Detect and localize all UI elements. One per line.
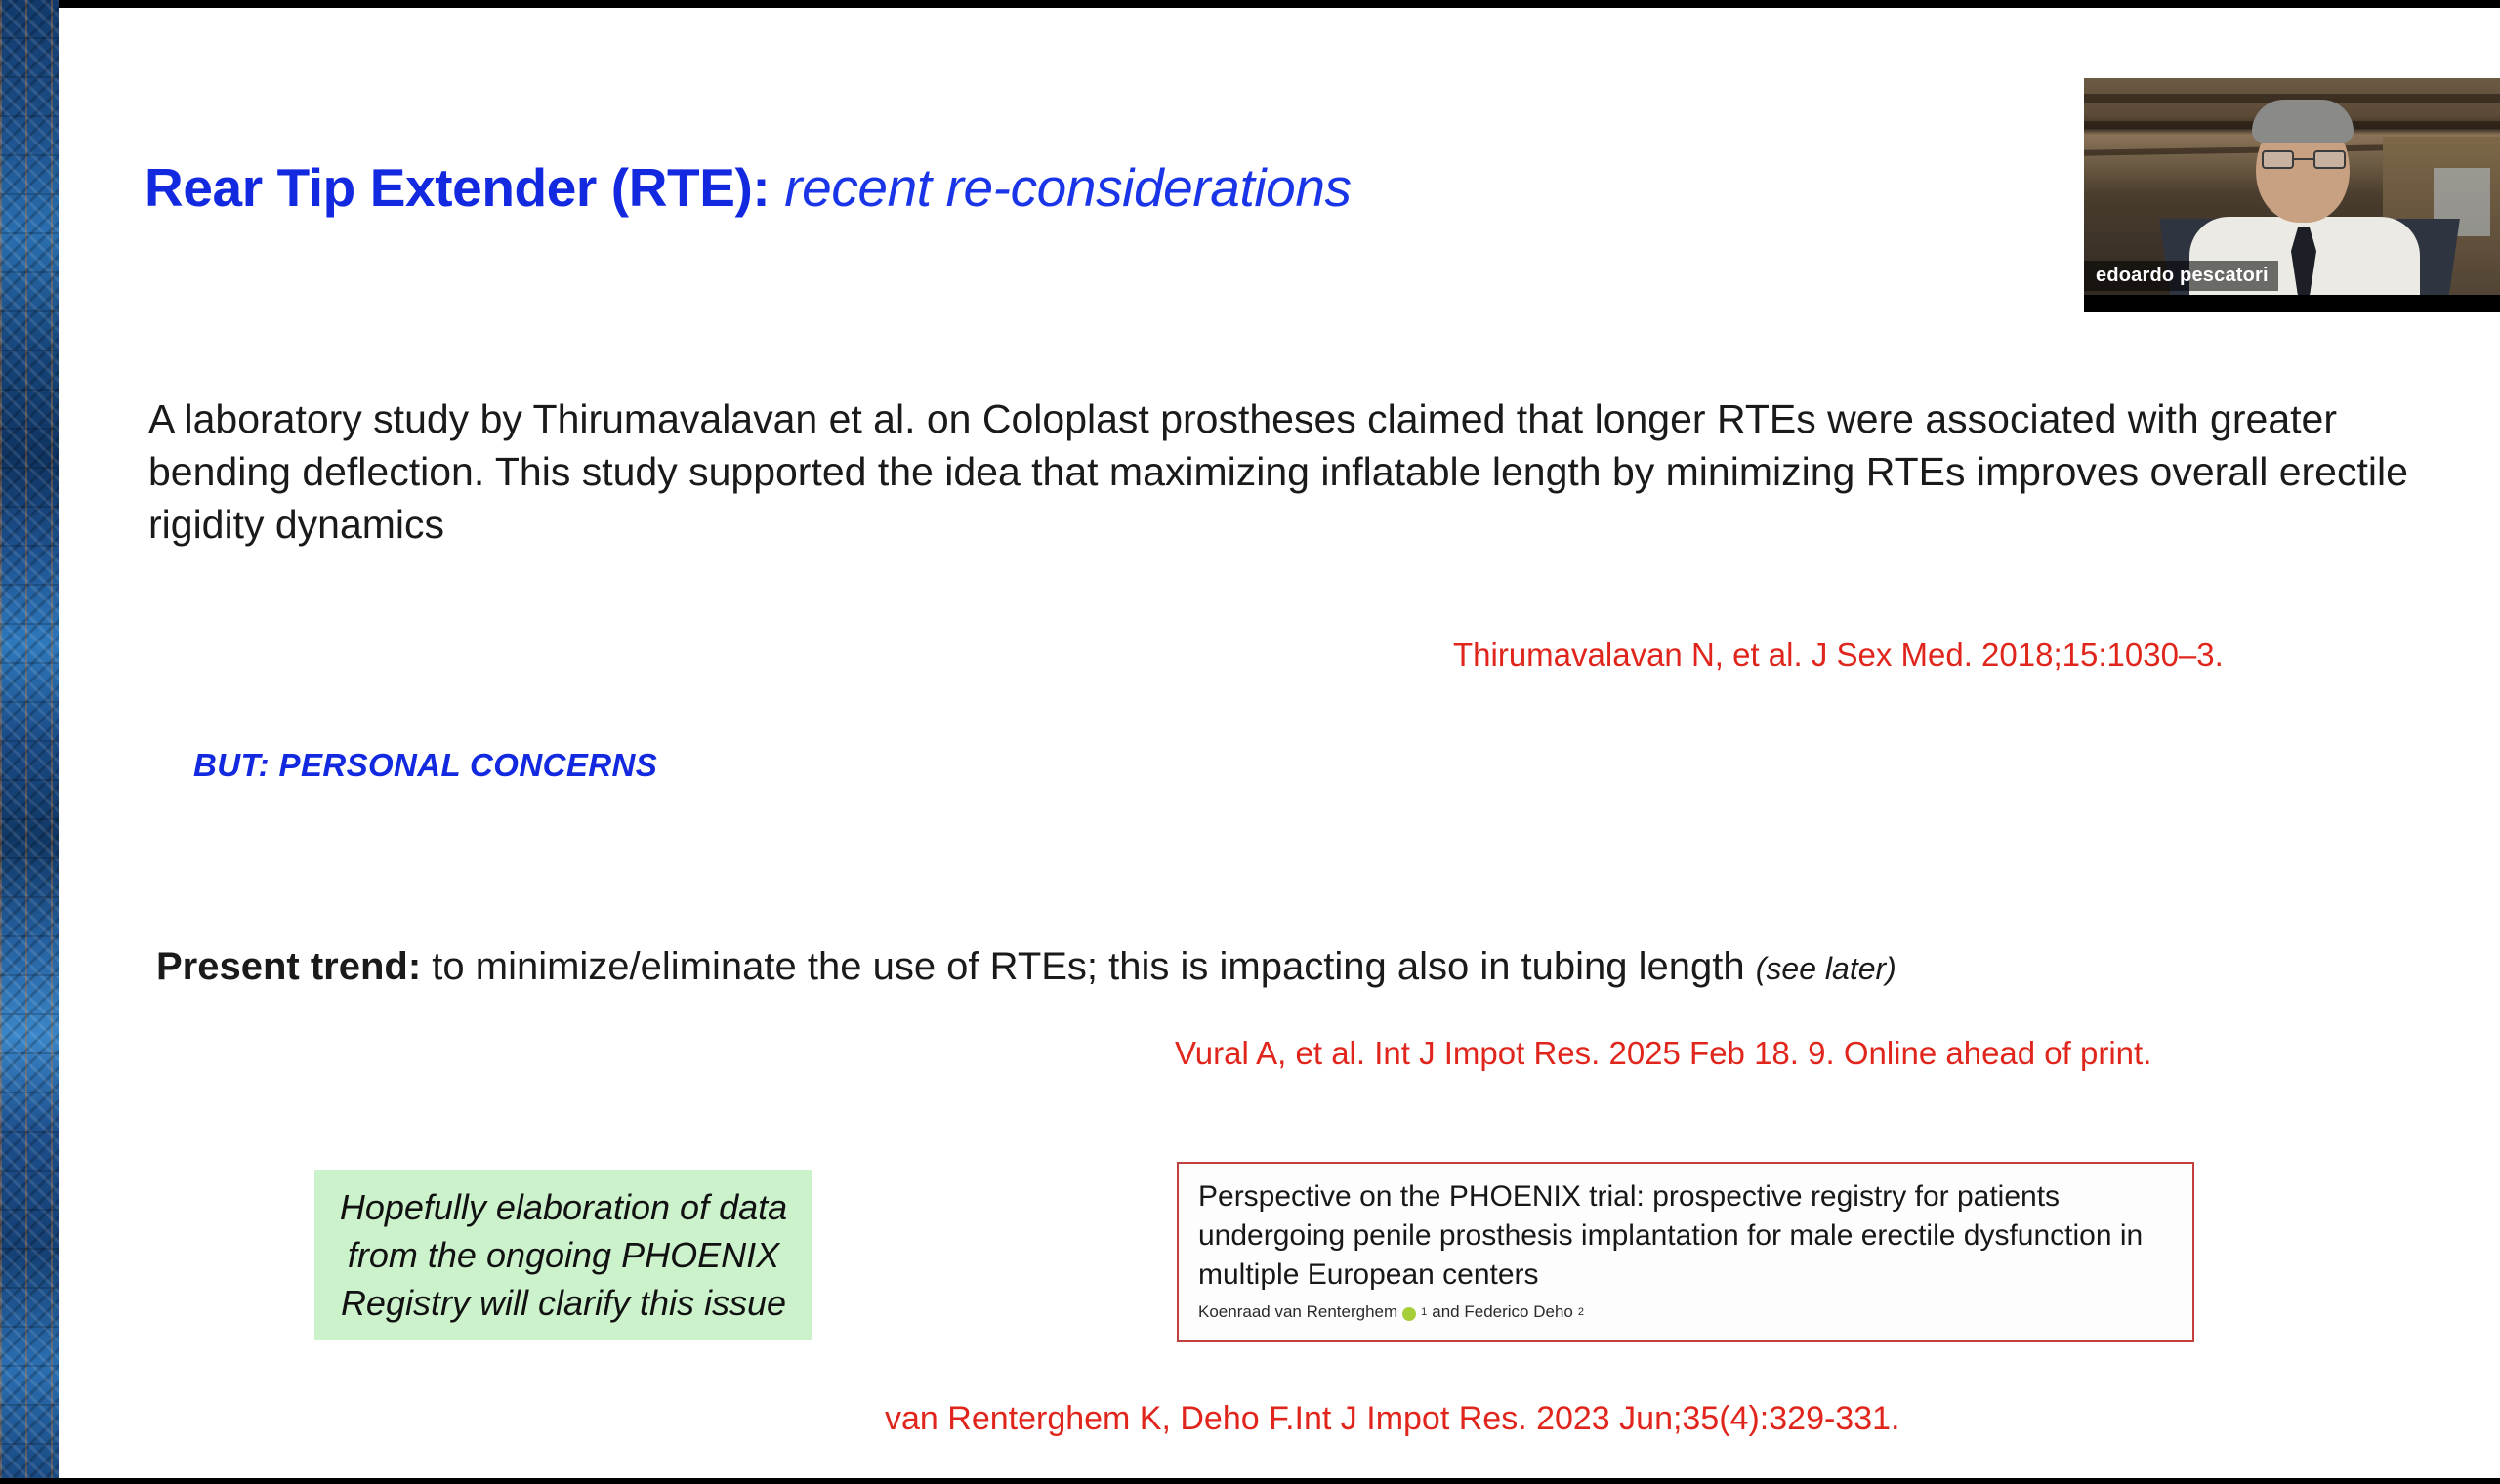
article-author-first: Koenraad van Renterghem [1198,1301,1398,1321]
webcam-hair [2252,100,2354,143]
personal-concerns-heading: BUT: PERSONAL CONCERNS [193,747,658,783]
citation-vural: Vural A, et al. Int J Impot Res. 2025 Feb 18. 9. Online ahead of print. [1175,1035,2152,1071]
glasses-lens-left [2262,150,2294,169]
citation-thirumavalavan: Thirumavalavan N, et al. J Sex Med. 2018;15:1030–3. [1453,637,2224,673]
webcam-participant-video[interactable] [2084,78,2500,312]
video-letterbox-bottom [0,1478,2500,1484]
slide-body-paragraph: A laboratory study by Thirumavalavan et al. on Coloplast prostheses claimed that longer RTEs were associated with greater bending deflection. This study supported the idea that maximizing inflatable length by minimizing RTEs improves overall erectile rigidity dynamics [148,396,2408,548]
present-trend-text: to minimize/eliminate the use of RTEs; this is impacting also in tubing length [421,945,1756,988]
webcam-participant-name: edoardo pescatori [2084,261,2278,291]
glasses-lens-right [2313,150,2346,169]
phoenix-registry-highlight-text: Hopefully elaboration of data from the ongoing PHOENIX Registry will clarify this issue [339,1186,788,1324]
slide-decorative-left-band [0,0,59,1484]
video-letterbox-top [0,0,2500,8]
article-screenshot-box [1177,1162,2194,1342]
article-title: Perspective on the PHOENIX trial: prospective registry for patients undergoing penile prosthesis implantation for male erectile dysfunction in multiple European centers [1198,1180,2144,1291]
article-author-second: and Federico Deho [1432,1301,1573,1321]
present-trend-label: Present trend: [156,945,422,988]
article-author-sup-1: 1 [1421,1305,1428,1318]
article-authors [1198,1302,2173,1322]
present-trend-line [156,940,2432,993]
webcam-letterbox-bottom [2084,295,2500,312]
slide-title-subtitle: recent re-considerations [770,157,1352,218]
glasses-icon [2262,150,2346,170]
phoenix-registry-highlight-box [314,1170,812,1340]
orcid-icon [1402,1307,1416,1321]
article-author-sup-2: 2 [1577,1305,1584,1318]
present-trend-see-later: (see later) [1755,951,1896,986]
citation-van-renterghem: van Renterghem K, Deho F.Int J Impot Res. 2023 Jun;35(4):329-331. [885,1400,1900,1437]
glasses-bridge [2294,158,2313,160]
slide-title [145,156,1352,219]
slide-title-main: Rear Tip Extender (RTE): [145,157,771,218]
